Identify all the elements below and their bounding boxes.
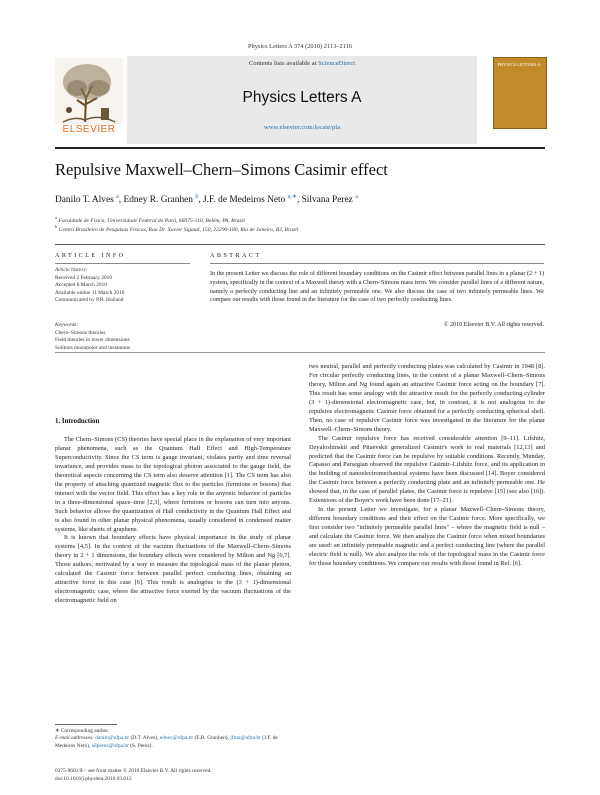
author-affil-mark[interactable]: a [355, 194, 358, 200]
affiliation-mark: a [55, 215, 57, 220]
article-info-rule [55, 263, 190, 264]
author-name: J.F. de Medeiros Neto [203, 195, 286, 206]
author-affil-mark[interactable]: a [116, 194, 119, 200]
keywords [55, 322, 190, 352]
contents-line [127, 60, 477, 67]
abstract-copyright: © 2010 Elsevier B.V. All rights reserved. [443, 322, 544, 328]
paragraph: The Chern–Simons (CS) theories have special place in the explanation of very important planar phenomena, such as the Quantum Hall Effect and High-Temperature Superconductivity. Since the CS term is gauge invariant, violates parity and time reversal invariance, and provides mass to the topological photon associated to the gauge field, the theoretical aspects concerning the CS term also deserve attention [1]. The CS term has also the property of attaching quantized magnetic flux to the particles (fermions or bosons) that interact with the vector field. This effect has a key role in the anyonic behavior of particles in a three-dimensional space–time [2,3], where fermions or bosons can turn into anyons. Such behavior allows the quantization of Hall conductivity in the Quantum Hall Effect and is also found in other planar physical phenomena, usually considered in condensed matter systems, like sheets of graphene. [55, 436, 291, 533]
article-history [55, 267, 190, 305]
section-heading: 1. Introduction [55, 418, 100, 425]
journal-cover-image [493, 57, 547, 129]
journal-header: Physics Letters A 374 (2010) 2113–2116 [247, 43, 353, 50]
keyword-item: Solitons monopoles and instantons [55, 344, 131, 351]
history-item: Received 2 February 2010 [55, 274, 113, 281]
affiliation-mark: b [55, 224, 58, 229]
email-label: E-mail addresses: [55, 735, 94, 742]
journal-name: Physics Letters A [242, 89, 362, 106]
doi-link[interactable]: doi:10.1016/j.physleta.2010.03.012 [55, 776, 132, 782]
corresponding-author-note: ∗ Corresponding author. [55, 728, 110, 734]
author-name: Edney R. Granhen [123, 195, 193, 206]
email-owner: (J.F. de Medeiros Neto), [55, 735, 278, 749]
section-rule [55, 244, 545, 245]
keywords-label: Keywords: [55, 322, 79, 328]
affiliation-text: Centro Brasileiro de Pesquisas Físicas, Rua Dr. Xavier Sigaud, 150, 22290-180, Rio de Janeiro, RJ, Brazil [58, 226, 299, 233]
history-item: Accepted 8 March 2010 [55, 282, 107, 289]
footnote-rule [55, 724, 117, 725]
affiliation [55, 224, 545, 233]
paragraph: In the present Letter we investigate, for a planar Maxwell–Chern–Simons theory, different boundary conditions and their effect on the Casimir force. More specifically, we first consider two "infinitely permeable parallel lines" – where the magnetic field is null – and calculate the Casimir force. We then analyze the Casimir force when mixed boundaries are used: an infinitely permeable magnetic and a perfect conducting line (where the parallel electric field is null). We also analyze the role of the topological mass in the Casimir force for those boundary conditions. We compare our results with those found in Ref. [6]. [309, 506, 545, 567]
keyword-item: Field theories in lower dimensions [55, 337, 130, 344]
email-link[interactable]: danilo@ufpa.br [95, 735, 130, 742]
affiliation [55, 215, 545, 224]
left-column [55, 436, 291, 606]
journal-cover-title: PHYSICS LETTERS A [497, 62, 541, 67]
email-link[interactable]: jfmn@ufpa.br [230, 735, 261, 742]
email-addresses [55, 735, 291, 750]
article-title: Repulsive Maxwell–Chern–Simons Casimir effect [55, 160, 388, 179]
paragraph: two neutral, parallel and perfectly conducting plates was calculated by Casimir in 1948 [8]. For circular perfectly conducting lines, in the context of a planar Maxwell–Chern–Simons theory, Milton and Ng found again an attractive Casimir force acting on the boundary [7]. This result has some analogy with the attractive result for the perfectly conducting cylinder (3 + 1)-dimensional electromagnetic case, but, in contrast, it is not analogous to the repulsive electromagnetic Casimir force obtained for a perfectly conducting spherical shell. Then, no case of repulsive Casimir force was investigated in the literature for the planar Maxwell–Chern–Simons theory. [309, 363, 545, 433]
header-rule [55, 147, 545, 149]
paragraph: It is known that boundary effects have physical importance in the study of planar systems [4,5]. In the context of the vacuum fluctuations of the Maxwell–Chern–Simons theory in 2 + 1 dimensions, the boundary effects were considered by Milton and Ng [6,7]. Those authors, motivated by a way to measure the topological mass of the planar photon, calculated the Casimir force between parallel perfect conducting lines, obtaining an attractive force in this case [6]. This result is analogous to the (3 + 1)-dimensional electromagnetic case, where the attractive force exerted by the vacuum fluctuations of the electromagnetic field on [55, 534, 291, 605]
affiliation-text: Faculdade de Física, Universidade Federal do Pará, 66075-110, Belém, PA, Brazil [58, 217, 245, 224]
history-label: Article history: [55, 267, 88, 273]
email-owner: (S. Perez). [130, 742, 153, 749]
abstract-text: In the present Letter we discuss the role of different boundary conditions on the Casimir effect between parallel lines in a planar (2 + 1) system, specifically in the context of a Maxwell theory with a Chern–Simons mass term. We consider parallel lines of a different nature, namely a perfectly conducting line and an infinitely permeable one. We also discuss the case of two infinitely permeable lines. We compare our results with those found in the literature for the case of two perfectly conducting lines. [210, 271, 544, 304]
contents-prefix: Contents lists available at [248, 60, 319, 67]
abstract-bottom-rule [55, 352, 545, 353]
journal-url-link[interactable]: www.elsevier.com/locate/pla [263, 124, 341, 131]
elsevier-wordmark: ELSEVIER [62, 124, 116, 135]
abstract-heading: ABSTRACT [210, 252, 262, 259]
author-name: Danilo T. Alves [55, 195, 114, 206]
footnote-block [55, 728, 291, 750]
email-owner: (D.T. Alves), [130, 735, 159, 742]
author-name: Silvana Perez [301, 195, 353, 206]
abstract-rule [210, 263, 544, 264]
keyword-item: Chern–Simons theories [55, 329, 106, 336]
history-item: Communicated by P.R. Holland [55, 297, 124, 304]
journal-url-line [127, 124, 477, 131]
author-list: Danilo T. Alves $^a$, Edney R. Granhen $^b$, J.F. de Medeiros Neto $^{a,∗}$, Silvana Perez $^a$ [55, 194, 358, 206]
email-link[interactable]: silperez@ufpa.br [91, 742, 129, 749]
author-affil-mark[interactable]: a,∗ [287, 194, 297, 200]
right-column [309, 363, 545, 569]
sciencedirect-link[interactable]: ScienceDirect [318, 60, 356, 67]
article-info-heading: ARTICLE INFO [55, 252, 126, 259]
email-link[interactable]: edney@ufpa.br [159, 735, 194, 742]
paragraph: The Casimir repulsive force has received considerable attention [9–11]. Lifshitz, Dzyaloshinskii and Pitaevskii generalized Casimir's work to real materials [12,13] and predicted that the Casimir force can be repulsive by suitable conditions. Recently, Munday, Capasso and Parsegian observed the repulsive Casimir–Lifshitz force, and its application in the building of nanoelectromechanical systems have been discussed [14]. Boyer considered the Casimir force between a perfectly conducting plate and an infinitely permeable one. He showed that, in the case of parallel plates, the Casimir force is repulsive [15] (see also [16]). Extensions of the Boyer's work have been done [17–21]. [309, 434, 545, 505]
author-affil-mark[interactable]: b [195, 194, 199, 200]
email-owner: (E.R. Granhen), [194, 735, 229, 742]
issn-line: 0375-9601/$ – see front matter © 2010 Elsevier B.V. All rights reserved. [55, 768, 212, 774]
history-item: Available online 11 March 2010 [55, 289, 125, 296]
